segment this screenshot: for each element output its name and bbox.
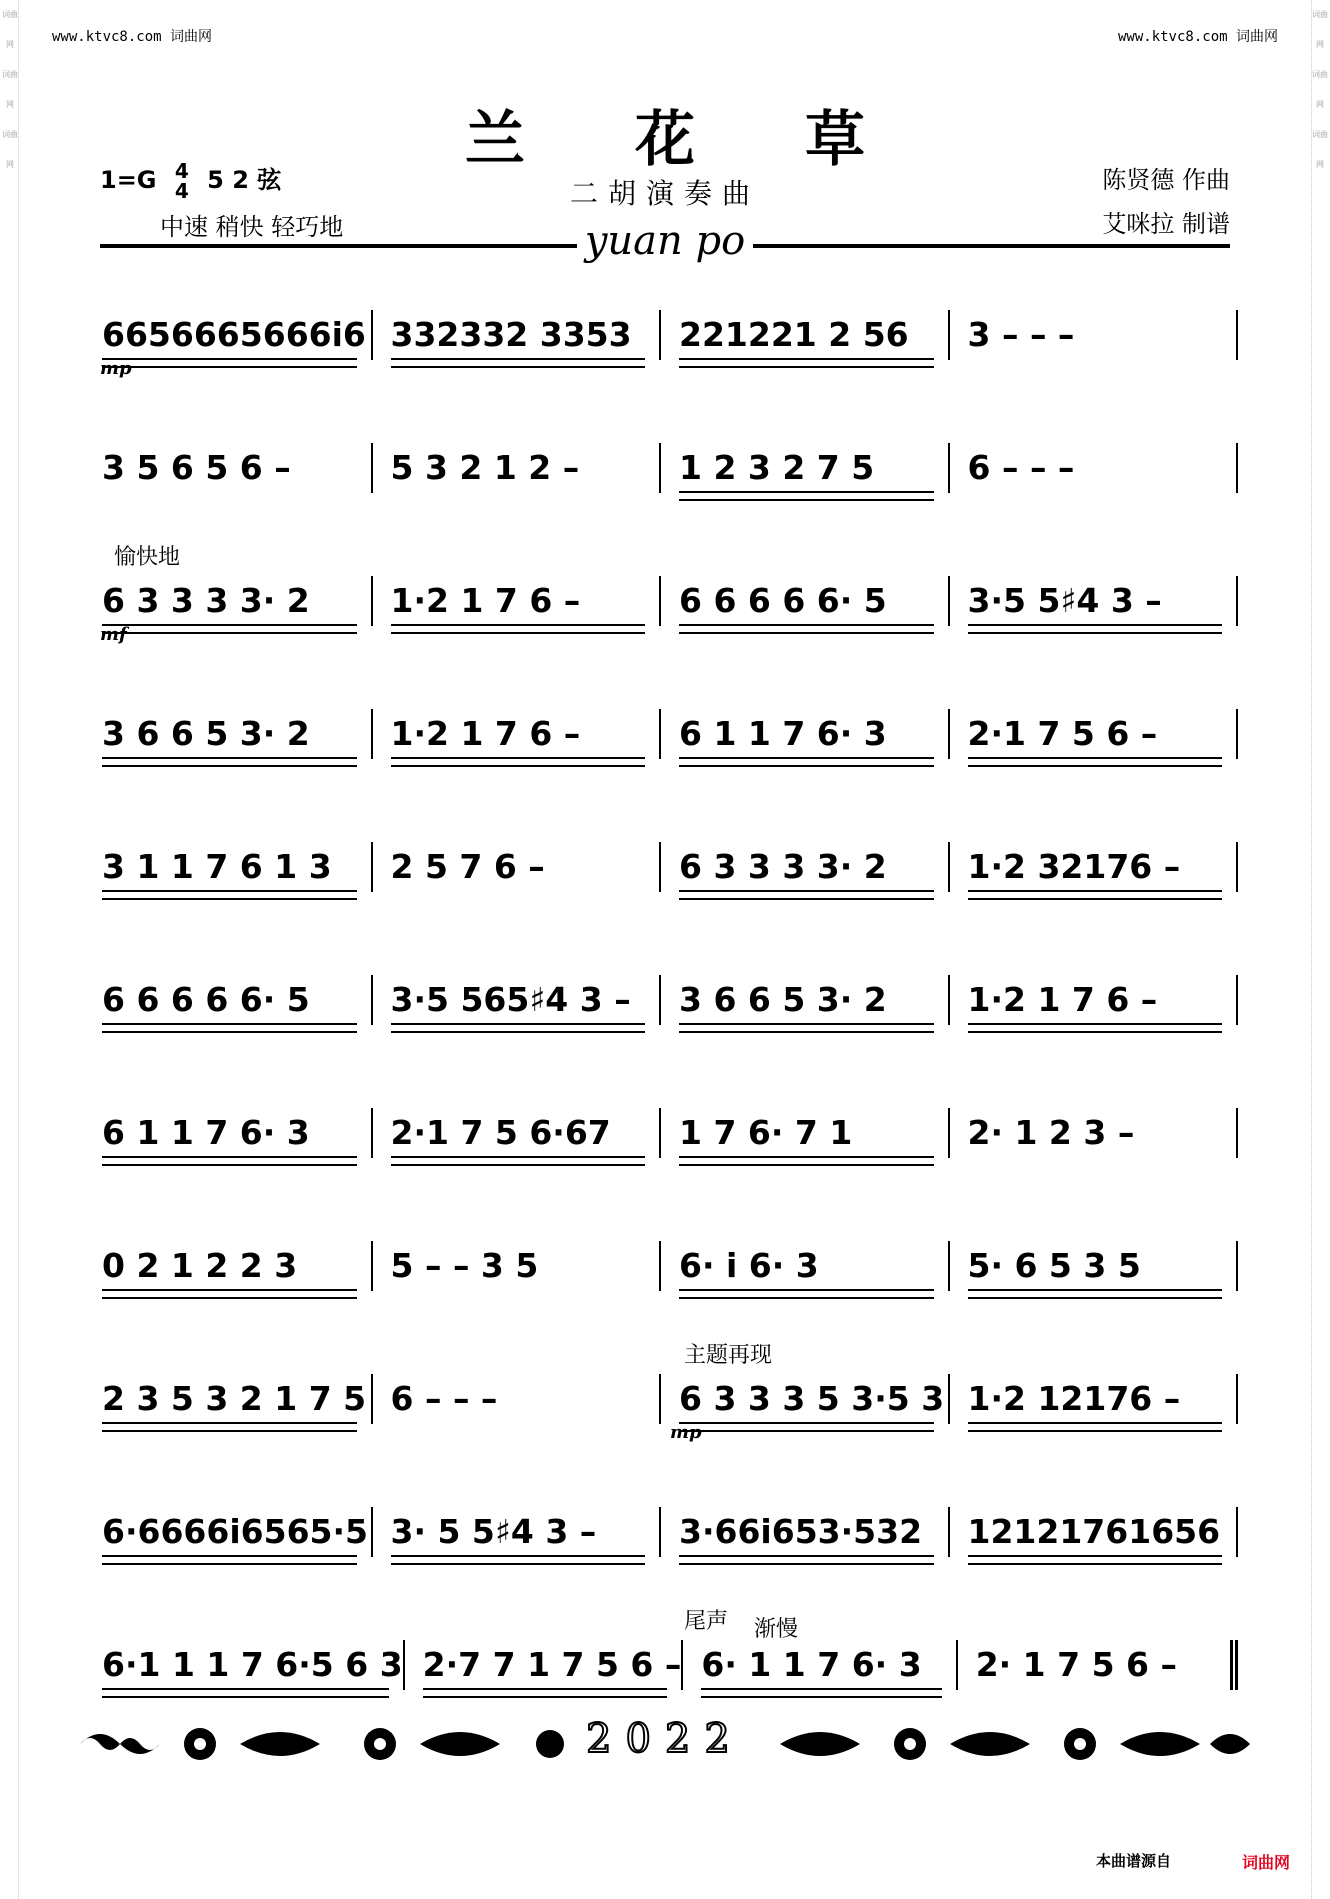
measure-group [98, 310, 1238, 360]
measure-notes: 3·66i653·532 [679, 1512, 923, 1551]
expression-marking: 主题再现 [684, 1343, 773, 1368]
measure [948, 1108, 1239, 1158]
duration-underline [679, 1023, 934, 1033]
measure-notes: 6 3 3 3 3· 2 [679, 847, 887, 886]
measure-notes: 2·7 7 1 7 5 6 – [422, 1645, 682, 1684]
time-sig-bottom: 4 [174, 179, 189, 203]
measure [371, 842, 660, 892]
measure [98, 1241, 371, 1291]
score-row [98, 1600, 1238, 1733]
score-row [98, 403, 1238, 536]
measure [371, 310, 660, 360]
duration-underline [679, 1555, 934, 1565]
measure-group [98, 1374, 1238, 1424]
composer-credit: 陈贤德 作曲 [1102, 166, 1230, 194]
duration-underline [391, 757, 646, 767]
measure-notes: 2·1 7 5 6·67 [390, 1113, 611, 1152]
measure [98, 842, 371, 892]
side-watermark-text: 词曲网 [2, 130, 18, 169]
measure [98, 1640, 403, 1690]
duration-underline [102, 1422, 357, 1432]
year-ornament: 2022 [586, 1716, 744, 1762]
site-url-right[interactable]: www.ktvc8.com 词曲网 [1117, 29, 1278, 45]
measure [371, 975, 660, 1025]
measure-group [98, 1108, 1238, 1158]
duration-underline [968, 1422, 1223, 1432]
measure-notes: 3 1 1 7 6 1 3 [102, 847, 332, 886]
measure [98, 709, 371, 759]
song-title: 兰花草 [465, 105, 975, 175]
measure-notes: 5 3 2 1 2 – [390, 448, 580, 487]
string-tuning: 5 2 弦 [207, 166, 282, 194]
arranger-credit: 艾咪拉 制谱 [1102, 210, 1230, 238]
tempo-marking: 中速 稍快 轻巧地 [160, 213, 344, 241]
measure [659, 842, 948, 892]
duration-underline [968, 890, 1223, 900]
duration-underline [679, 491, 934, 501]
side-watermark-left [2, 0, 19, 1899]
score-row [98, 1467, 1238, 1600]
measure-notes: 1 7 6· 7 1 [679, 1113, 853, 1152]
measure [371, 1108, 660, 1158]
score-row [98, 1334, 1238, 1467]
measure-group [98, 1241, 1238, 1291]
measure-notes: 6·1 1 1 7 6·5 6 3 [102, 1645, 403, 1684]
score-row [98, 270, 1238, 403]
duration-underline [968, 1023, 1223, 1033]
duration-underline [679, 1156, 934, 1166]
measure [371, 443, 660, 493]
measure [659, 975, 948, 1025]
measure [659, 310, 948, 360]
expression-marking: 愉快地 [114, 545, 181, 570]
measure [403, 1640, 682, 1690]
signature: yuan po [100, 218, 1230, 264]
side-watermark-text: 词曲网 [2, 70, 18, 109]
duration-underline [679, 1422, 934, 1432]
measure [948, 576, 1239, 626]
dynamic-marking: mp [100, 358, 132, 379]
key-label: 1=G [100, 166, 157, 194]
side-watermark-text: 词曲网 [1312, 70, 1328, 109]
measure-notes: 1·2 12176 – [967, 1379, 1181, 1418]
duration-underline [423, 1688, 668, 1698]
measure [98, 310, 371, 360]
measure [659, 1507, 948, 1557]
measure-notes: 6656665666i6 [102, 315, 366, 354]
measure [948, 443, 1239, 493]
measure-group [98, 1640, 1238, 1690]
measure-notes: 221221 2 56 [679, 315, 909, 354]
measure-notes: 1·2 1 7 6 – [390, 581, 581, 620]
measure [371, 1241, 660, 1291]
measure [956, 1640, 1238, 1690]
duration-underline [102, 890, 357, 900]
measure-notes: 1·2 1 7 6 – [390, 714, 581, 753]
measure [948, 1241, 1239, 1291]
measure-notes: 3· 5 5♯4 3 – [390, 1512, 597, 1551]
duration-underline [679, 1289, 934, 1299]
measure-notes: 2· 1 2 3 – [967, 1113, 1135, 1152]
score-row [98, 802, 1238, 935]
measure-notes: 6 1 1 7 6· 3 [102, 1113, 310, 1152]
measure-notes: 3 6 6 5 3· 2 [679, 980, 887, 1019]
measure [659, 1374, 948, 1424]
duration-underline [102, 1688, 389, 1698]
measure-group [98, 842, 1238, 892]
measure-notes: 6 6 6 6 6· 5 [102, 980, 310, 1019]
duration-underline [679, 624, 934, 634]
duration-underline [102, 757, 357, 767]
duration-underline [102, 1289, 357, 1299]
measure [98, 975, 371, 1025]
measure [371, 576, 660, 626]
measure-notes: 2·1 7 5 6 – [967, 714, 1158, 753]
side-watermark-text: 词曲网 [1312, 130, 1328, 169]
measure-notes: 12121761656 [967, 1512, 1221, 1551]
measure-group [98, 1507, 1238, 1557]
side-watermark-text: 词曲网 [1312, 10, 1328, 49]
measure-notes: 6 3 3 3 5 3·5 3 [679, 1379, 945, 1418]
measure [659, 709, 948, 759]
header-divider [100, 218, 1230, 262]
duration-underline [391, 358, 646, 368]
dynamic-marking: mf [100, 624, 127, 645]
measure-notes: 2· 1 7 5 6 – [975, 1645, 1177, 1684]
site-url-left[interactable]: www.ktvc8.com 词曲网 [52, 29, 213, 45]
duration-underline [391, 624, 646, 634]
measure-notes: 332332 3353 [390, 315, 632, 354]
duration-underline [391, 1156, 646, 1166]
measure-notes: 6 6 6 6 6· 5 [679, 581, 887, 620]
measure-notes: 6·6666i6565·5 [102, 1512, 368, 1551]
time-sig-top: 4 [174, 159, 189, 183]
measure [659, 443, 948, 493]
measure [98, 443, 371, 493]
measure [98, 1108, 371, 1158]
measure-notes: 3 – – – [967, 315, 1075, 354]
measure-group [98, 709, 1238, 759]
measure-notes: 6· i 6· 3 [679, 1246, 819, 1285]
duration-underline [102, 1023, 357, 1033]
song-subtitle: 二胡演奏曲 [569, 177, 760, 210]
duration-underline [701, 1688, 941, 1698]
score-row [98, 669, 1238, 802]
measure-group [98, 443, 1238, 493]
duration-underline [968, 1289, 1223, 1299]
duration-underline [968, 757, 1223, 767]
score-row [98, 1201, 1238, 1334]
measure-notes: 3·5 5♯4 3 – [967, 581, 1162, 620]
expression-marking: 尾声 [684, 1609, 729, 1634]
side-watermark-right [1311, 0, 1328, 1899]
measure [948, 310, 1239, 360]
measure-notes: 5· 6 5 3 5 [967, 1246, 1141, 1285]
measure-notes: 2 3 5 3 2 1 7 5 [102, 1379, 367, 1418]
measure-notes: 6 3 3 3 3· 2 [102, 581, 310, 620]
duration-underline [391, 1023, 646, 1033]
measure [659, 576, 948, 626]
duration-underline [391, 1555, 646, 1565]
measure [659, 1241, 948, 1291]
measure [681, 1640, 955, 1690]
measure [371, 1374, 660, 1424]
measure [371, 1507, 660, 1557]
measure-notes: 6 – – – [390, 1379, 498, 1418]
score-body [98, 270, 1238, 1733]
duration-underline [102, 358, 357, 368]
measure-notes: 5 – – 3 5 [390, 1246, 539, 1285]
footer-source-site[interactable]: 词曲网 [1242, 1853, 1291, 1872]
measure-group [98, 975, 1238, 1025]
score-row [98, 935, 1238, 1068]
measure-notes: 3 6 6 5 3· 2 [102, 714, 310, 753]
duration-underline [679, 757, 934, 767]
measure [371, 709, 660, 759]
measure [948, 975, 1239, 1025]
measure-notes: 3·5 565♯4 3 – [390, 980, 631, 1019]
measure [948, 709, 1239, 759]
measure [948, 1507, 1239, 1557]
measure-notes: 6 – – – [967, 448, 1075, 487]
duration-underline [102, 1555, 357, 1565]
measure [948, 842, 1239, 892]
measure-group [98, 576, 1238, 626]
side-watermark-text: 词曲网 [2, 10, 18, 49]
score-row [98, 1068, 1238, 1201]
measure [98, 1507, 371, 1557]
measure-notes: 6 1 1 7 6· 3 [679, 714, 887, 753]
duration-underline [102, 624, 357, 634]
measure-notes: 0 2 1 2 2 3 [102, 1246, 298, 1285]
measure [98, 1374, 371, 1424]
measure [659, 1108, 948, 1158]
duration-underline [968, 1555, 1223, 1565]
duration-underline [968, 624, 1223, 634]
measure-notes: 1·2 32176 – [967, 847, 1181, 886]
measure-notes: 2 5 7 6 – [390, 847, 545, 886]
measure [98, 576, 371, 626]
measure-notes: 3 5 6 5 6 – [102, 448, 291, 487]
measure [948, 1374, 1239, 1424]
footer-source-label: 本曲谱源自 [1096, 1852, 1172, 1870]
measure-notes: 1 2 3 2 7 5 [679, 448, 875, 487]
duration-underline [102, 1156, 357, 1166]
duration-underline [679, 890, 934, 900]
score-row [98, 536, 1238, 669]
tempo-change-marking: 渐慢 [754, 1617, 799, 1642]
dynamic-marking: mp [670, 1422, 702, 1443]
duration-underline [679, 358, 934, 368]
measure-notes: 6· 1 1 7 6· 3 [701, 1645, 922, 1684]
measure-notes: 1·2 1 7 6 – [967, 980, 1158, 1019]
